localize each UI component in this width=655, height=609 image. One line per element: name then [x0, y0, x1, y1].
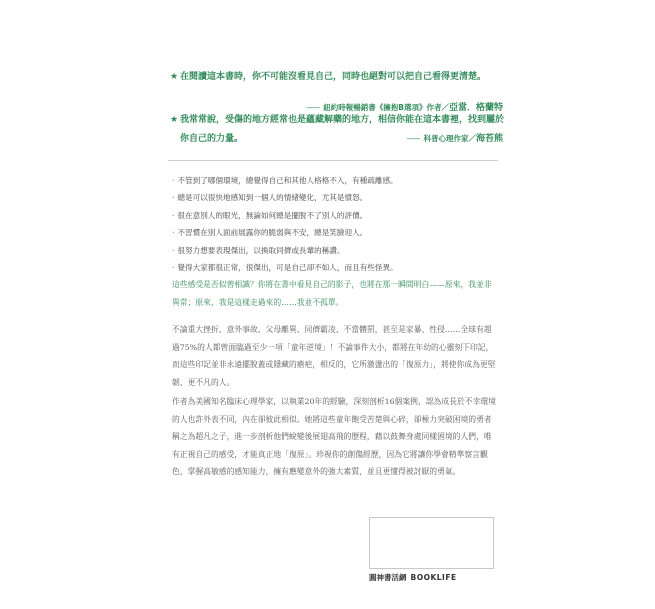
quote-source-title: 科普心理作家／ [423, 134, 476, 143]
list-item: ‧ 不習慣在別人面前展露你的脆弱與不安，總是笑臉迎人。 [172, 228, 368, 238]
list-item: ‧ 總是可以很快地感知到一個人的情緒變化，尤其是憤怒。 [172, 193, 368, 203]
bullet-icon: ‧ [172, 210, 175, 220]
barcode-box [369, 517, 494, 569]
publisher-label [369, 572, 457, 583]
quote-text: 我常常說，受傷的地方經常也是蘊藏解藥的地方，相信你能在這本書裡，找到屬於你自己的力量。 [180, 115, 505, 144]
publisher-brand-logo: BOOKLIFE [410, 573, 457, 582]
endorsement-quote-2 [170, 111, 505, 155]
publisher-name: 圓神書活網 [369, 573, 407, 582]
star-icon: ★ [170, 72, 179, 82]
list-item: ‧ 很努力想要表現傑出，以換取同儕或長輩的稱讚。 [172, 245, 345, 255]
symptom-list [172, 172, 502, 276]
star-icon: ★ [170, 115, 179, 125]
list-item: ‧ 很在意別人的眼光，無論如何總是擺脫不了別人的評價。 [172, 210, 368, 220]
list-item: ‧ 不管到了哪個環境，總覺得自己和其他人格格不入，有種疏離感。 [172, 176, 398, 185]
bullet-icon: ‧ [172, 193, 175, 203]
quote-dash: —— [306, 103, 320, 112]
body-paragraph-1: 不論重大挫折、意外事故、父母離異、同儕霸凌、不當體罰，甚至是家暴、性侵……全球有超過75%的人都曾面臨過至少一項「童年逆境」！不論事件大小，都將在年幼的心靈刻下印記，而這些印記並非永遠擺脫蓋或隱藏的瘡疤，相反的，它所激盪出的「復原力」，將使你成為更堅韌、更不凡的人。 [172, 325, 496, 387]
quote-text: 在閱讀這本書時，你不可能沒看見自己，同時也絕對可以把自己看得更清楚。 [180, 72, 487, 82]
list-item: ‧ 覺得大家都很正常，很傑出，可是自己卻不如人，而且有些怪異。 [172, 263, 398, 273]
intro-paragraph: 這些感受是否似曾相識？你將在書中看見自己的影子，也將在那一瞬間明白——原來，我並非異常；原來，我是這樣走過來的……我並不孤單。 [172, 280, 492, 307]
bullet-icon: ‧ [172, 263, 175, 273]
quote-source-title: 紐約時報暢銷書《擁抱B選項》作者／ [323, 103, 449, 112]
bullet-icon: ‧ [172, 228, 175, 238]
quote-author: 亞當．格蘭特 [448, 103, 503, 113]
quote-author: 海苔熊 [475, 134, 503, 144]
quote-source [406, 131, 503, 144]
body-paragraph-2: 作者為美國知名臨床心理學家，以執業20年的經驗，深刻剖析16個案例，認為成長於不幸環境的人也許外表不同，內在卻彼此相似。她將這些童年飽受苦楚與心碎，卻極力突破困境的勇者稱之為超凡之子，進一步剖析他們蛻變後展翅高飛的歷程，藉以鼓舞身處同樣困境的人們，唯有正視自己的感受，才能真正地「復原」。珍視你的創傷經歷，因為它將讓你學會精準察言觀色，掌握高敏感的感知能力，擁有應變意外的強大素質，並且更懂得被討厭的勇氣。 [172, 397, 496, 477]
section-divider [168, 160, 498, 161]
quote-dash: —— [406, 134, 420, 143]
bullet-icon: ‧ [172, 176, 175, 185]
bullet-icon: ‧ [172, 245, 175, 255]
